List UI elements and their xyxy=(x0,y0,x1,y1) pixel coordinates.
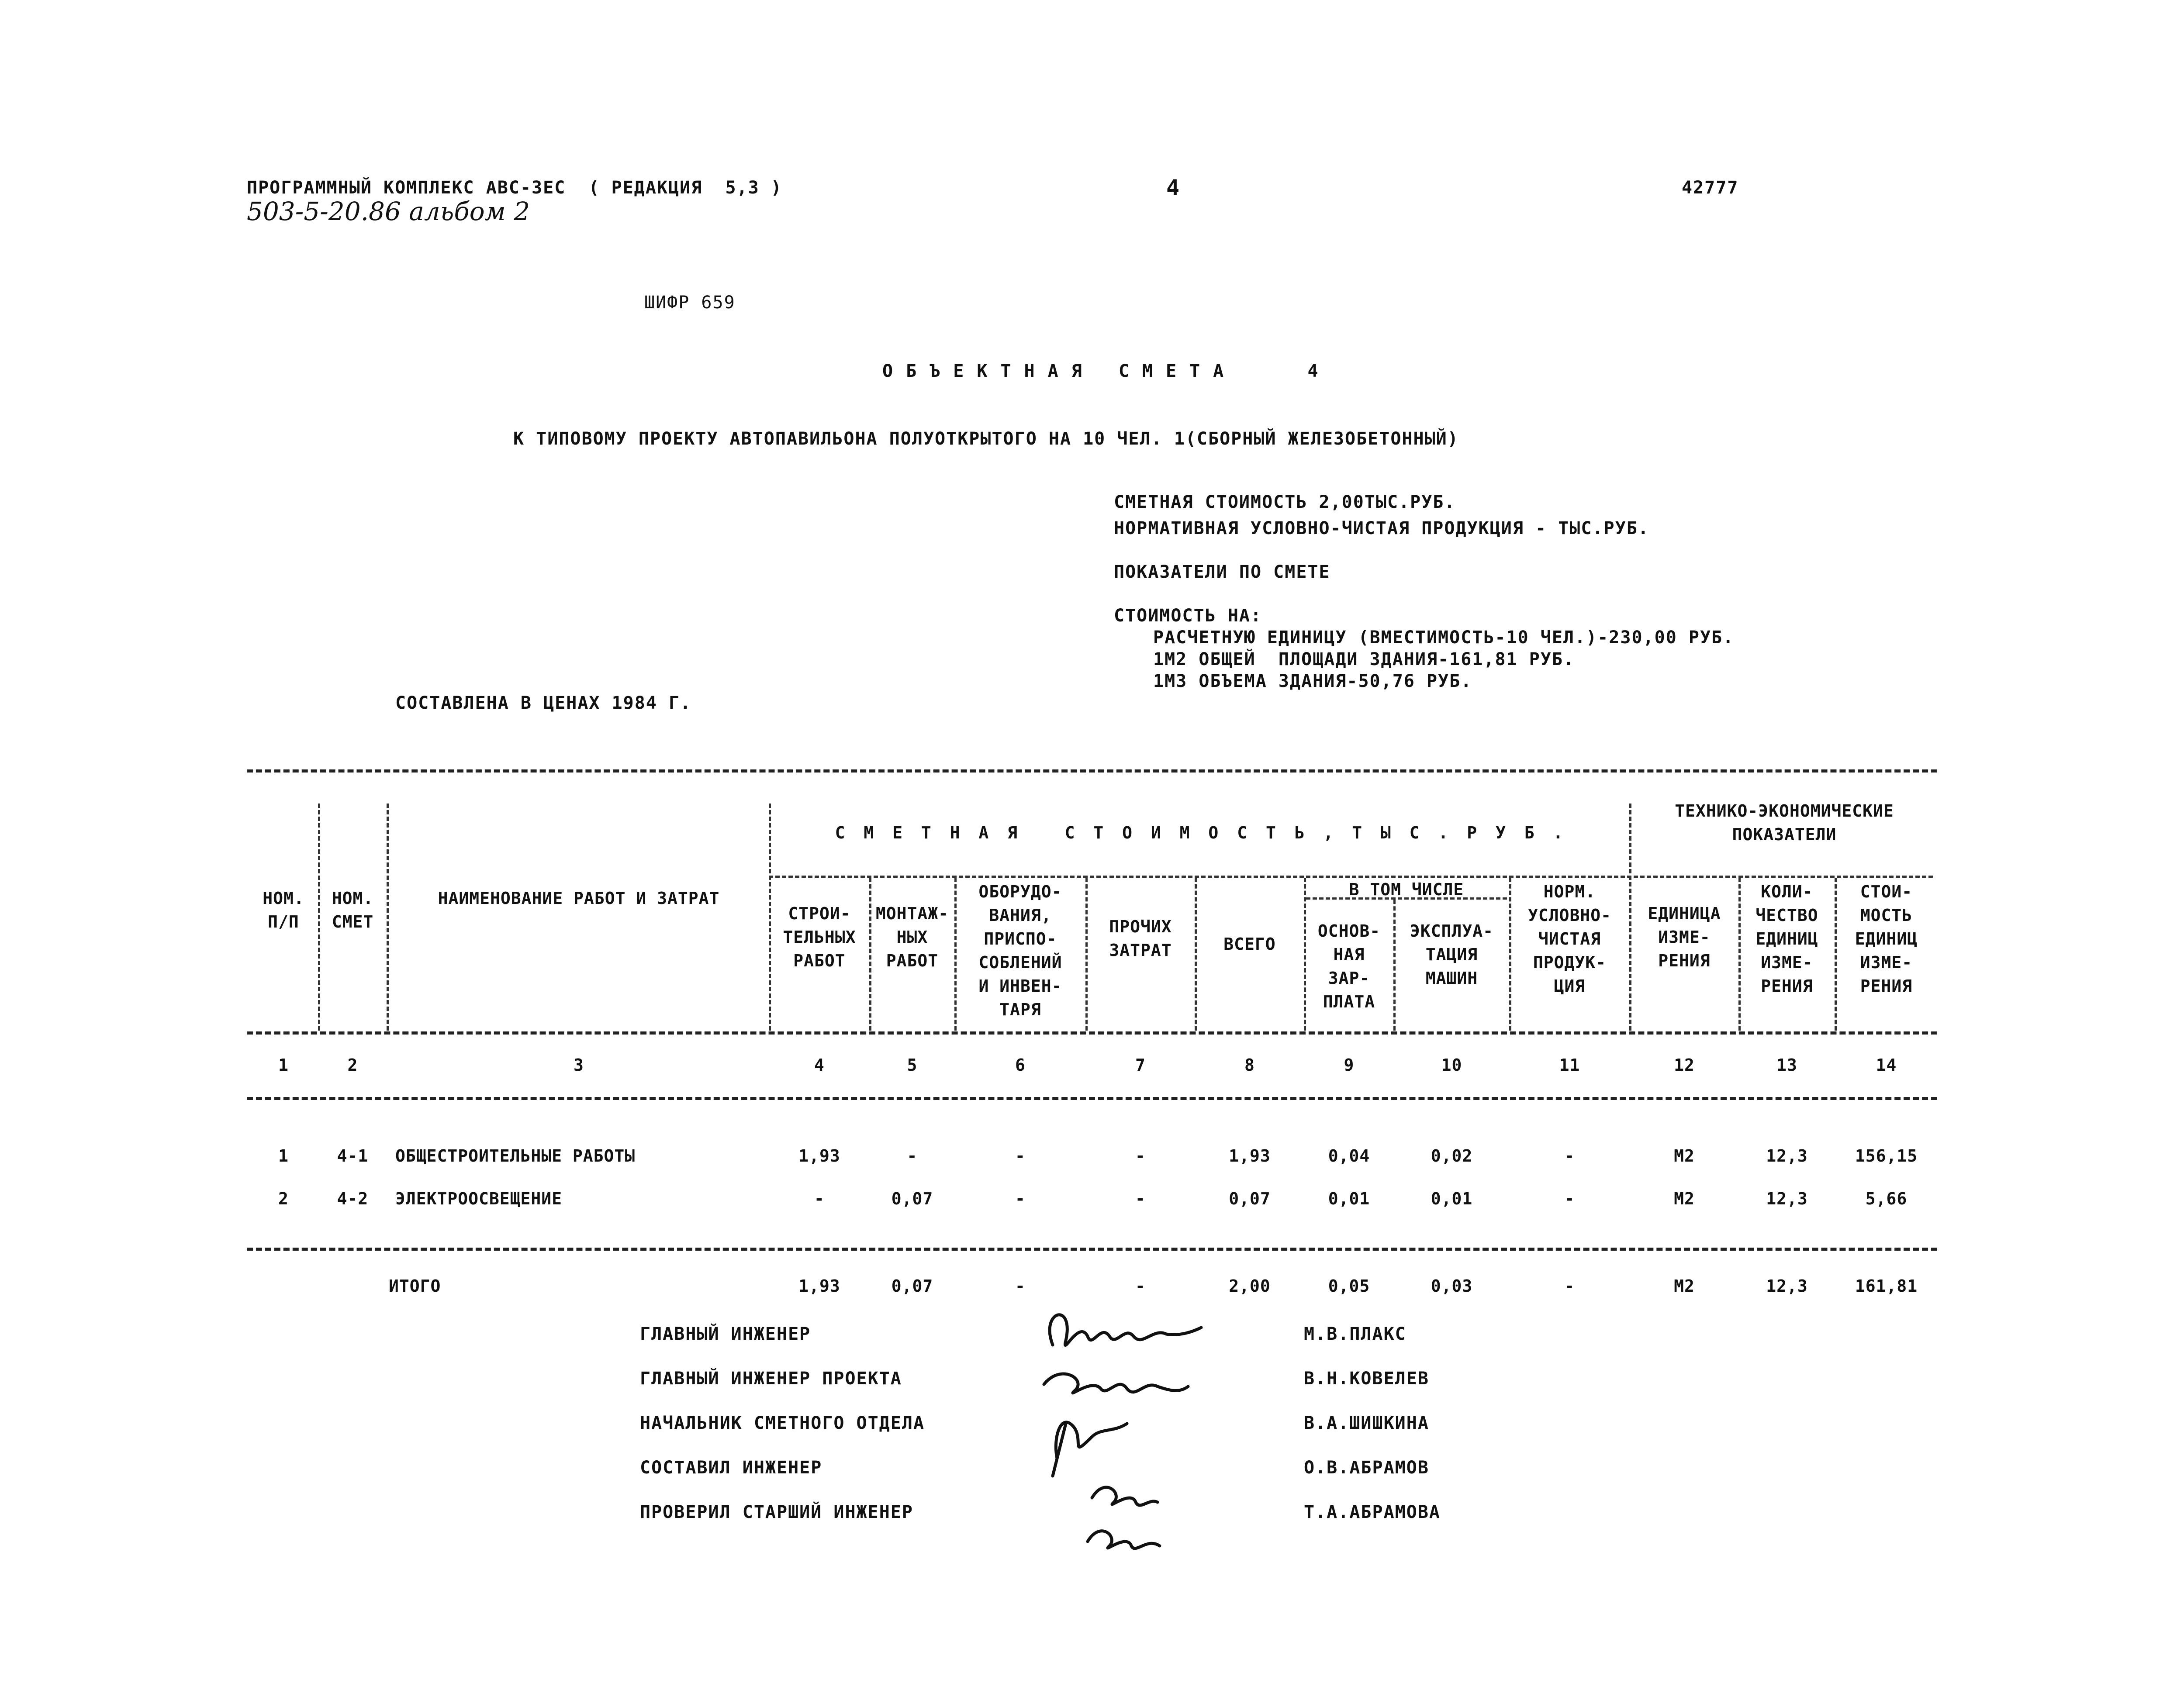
signature-name: М.В.ПЛАКС xyxy=(1304,1324,1406,1344)
cell: 1 xyxy=(278,1146,289,1166)
cell: 1,93 xyxy=(798,1146,840,1166)
col-header: ЕДИНИЦА ИЗМЕ- РЕНИЯ xyxy=(1648,904,1721,970)
cell: - xyxy=(1564,1189,1575,1208)
cell: 1,93 xyxy=(798,1276,840,1296)
cell: 0,04 xyxy=(1328,1146,1370,1166)
group-header-cost: С М Е Т Н А Я С Т О И М О С Т Ь , Т Ы С . Р У Б . xyxy=(835,823,1568,842)
col-number: 10 xyxy=(1441,1055,1462,1075)
col-header: НОРМ. УСЛОВНО- ЧИСТАЯ ПРОДУК- ЦИЯ xyxy=(1527,882,1612,996)
cell: ОБЩЕСТРОИТЕЛЬНЫЕ РАБОТЫ xyxy=(395,1146,636,1166)
cell: 0,03 xyxy=(1431,1276,1473,1296)
col-header: МОНТАЖ- НЫХ РАБОТ xyxy=(875,904,949,970)
document-title: ОБЪЕКТНАЯ СМЕТА 4 xyxy=(882,361,1331,381)
cell: 0,07 xyxy=(891,1276,933,1296)
cell: М2 xyxy=(1674,1189,1695,1208)
col-number: 14 xyxy=(1876,1055,1897,1075)
cost-per-m3: 1М3 ОБЪЕМА ЗДАНИЯ-50,76 РУБ. xyxy=(1153,671,1472,691)
cell: М2 xyxy=(1674,1276,1695,1296)
col-number: 7 xyxy=(1135,1055,1146,1075)
cell: 4-2 xyxy=(337,1189,369,1208)
col-number: 9 xyxy=(1344,1055,1355,1075)
cell: 156,15 xyxy=(1855,1146,1918,1166)
cell: - xyxy=(1015,1276,1026,1296)
signature-scribble-1 xyxy=(1050,1315,1201,1345)
cell: 2 xyxy=(278,1189,289,1208)
table-top-rule xyxy=(247,769,1937,773)
cell: 0,07 xyxy=(891,1189,933,1208)
group-header-tech: ТЕХНИКО-ЭКОНОМИЧЕСКИЕ ПОКАЗАТЕЛИ xyxy=(1675,801,1894,844)
col-header: НОМ. СМЕТ xyxy=(332,889,374,931)
signature-name: В.Н.КОВЕЛЕВ xyxy=(1304,1369,1429,1389)
col-header: ПРОЧИХ ЗАТРАТ xyxy=(1109,917,1172,960)
col-number: 6 xyxy=(1015,1055,1026,1075)
cell: - xyxy=(1135,1276,1146,1296)
cost-per-m2: 1М2 ОБЩЕЙ ПЛОЩАДИ ЗДАНИЯ-161,81 РУБ. xyxy=(1153,649,1575,669)
cell: 2,00 xyxy=(1229,1276,1271,1296)
signature-name: О.В.АБРАМОВ xyxy=(1304,1458,1429,1478)
cell: - xyxy=(1135,1189,1146,1208)
cell: ИТОГО xyxy=(389,1276,441,1296)
signature-name: В.А.ШИШКИНА xyxy=(1304,1413,1429,1433)
col-header: НОМ. П/П xyxy=(263,889,304,931)
col-header: ВСЕГО xyxy=(1223,935,1276,954)
rows-bottom-rule xyxy=(247,1248,1937,1251)
cell: - xyxy=(814,1189,825,1208)
program-header: ПРОГРАММНЫЙ КОМПЛЕКС АВС-3ЕС ( РЕДАКЦИЯ 5,3 ) xyxy=(247,178,782,198)
cell: ЭЛЕКТРООСВЕЩЕНИЕ xyxy=(395,1189,563,1208)
cell: 0,02 xyxy=(1431,1146,1473,1166)
cell: 4-1 xyxy=(337,1146,369,1166)
header-bottom-rule xyxy=(247,1031,1937,1035)
cell: 0,05 xyxy=(1328,1276,1370,1296)
col-number: 13 xyxy=(1776,1055,1797,1075)
signature-name: Т.А.АБРАМОВА xyxy=(1304,1502,1441,1522)
document-number: 42777 xyxy=(1682,178,1739,198)
signature-role: ГЛАВНЫЙ ИНЖЕНЕР xyxy=(640,1324,811,1344)
col-header: КОЛИ- ЧЕСТВО ЕДИНИЦ ИЗМЕ- РЕНИЯ xyxy=(1755,882,1818,996)
col-number: 8 xyxy=(1244,1055,1255,1075)
col-number: 4 xyxy=(814,1055,825,1075)
col-header: СТРОИ- ТЕЛЬНЫХ РАБОТ xyxy=(783,904,856,970)
signature-scribble-5 xyxy=(1088,1531,1160,1548)
signature-scribble-3 xyxy=(1053,1422,1127,1476)
cell: 0,07 xyxy=(1229,1189,1271,1208)
col-number: 1 xyxy=(278,1055,289,1075)
col-header: СТОИ- МОСТЬ ЕДИНИЦ ИЗМЕ- РЕНИЯ xyxy=(1855,882,1918,996)
cipher: ШИФР 659 xyxy=(644,293,736,313)
signature-role: СОСТАВИЛ ИНЖЕНЕР xyxy=(640,1458,822,1478)
cell: - xyxy=(1015,1146,1026,1166)
cell: - xyxy=(907,1146,918,1166)
normative-production: НОРМАТИВНАЯ УСЛОВНО-ЧИСТАЯ ПРОДУКЦИЯ - ТЫС.РУБ. xyxy=(1114,518,1649,538)
cell: 12,3 xyxy=(1766,1276,1808,1296)
col-divider xyxy=(387,804,389,1031)
cell: 12,3 xyxy=(1766,1189,1808,1208)
document-subtitle: К ТИПОВОМУ ПРОЕКТУ АВТОПАВИЛЬОНА ПОЛУОТКРЫТОГО НА 10 ЧЕЛ. 1(СБОРНЫЙ ЖЕЛЕЗОБЕТОННЫЙ) xyxy=(513,429,1459,449)
handwritten-reference: 503-5-20.86 альбом 2 xyxy=(247,197,530,226)
signature-scribble-2 xyxy=(1044,1374,1188,1393)
cell: - xyxy=(1564,1146,1575,1166)
cell: М2 xyxy=(1674,1146,1695,1166)
signature-role: ГЛАВНЫЙ ИНЖЕНЕР ПРОЕКТА xyxy=(640,1369,902,1389)
cell: 5,66 xyxy=(1865,1189,1908,1208)
col-number: 12 xyxy=(1674,1055,1695,1075)
col-header: ОБОРУДО- ВАНИЯ, ПРИСПО- СОБЛЕНИЙ И ИНВЕН- ТАРЯ xyxy=(978,882,1062,1019)
col-header: ОСНОВ- НАЯ ЗАР- ПЛАТА xyxy=(1317,921,1381,1011)
prices-year: СОСТАВЛЕНА В ЦЕНАХ 1984 Г. xyxy=(395,693,692,713)
cell: 0,01 xyxy=(1431,1189,1473,1208)
col-number: 3 xyxy=(574,1055,584,1075)
cell: 161,81 xyxy=(1855,1276,1918,1296)
cell: 0,01 xyxy=(1328,1189,1370,1208)
col-header: ЭКСПЛУА- ТАЦИЯ МАШИН xyxy=(1410,921,1494,988)
cost-per-label: СТОИМОСТЬ НА: xyxy=(1114,606,1262,626)
col-header: НАИМЕНОВАНИЕ РАБОТ И ЗАТРАТ xyxy=(438,889,720,908)
indicators-heading: ПОКАЗАТЕЛИ ПО СМЕТЕ xyxy=(1114,562,1330,582)
page-number: 4 xyxy=(1166,175,1181,200)
cell: 1,93 xyxy=(1229,1146,1271,1166)
handwritten-signatures xyxy=(1026,1293,1219,1563)
cell: - xyxy=(1015,1189,1026,1208)
signature-role: НАЧАЛЬНИК СМЕТНОГО ОТДЕЛА xyxy=(640,1413,925,1433)
cost-per-unit: РАСЧЕТНУЮ ЕДИНИЦУ (ВМЕСТИМОСТЬ-10 ЧЕЛ.)-230,00 РУБ. xyxy=(1153,628,1735,648)
estimated-cost: СМЕТНАЯ СТОИМОСТЬ 2,00ТЫС.РУБ. xyxy=(1114,492,1456,512)
numbers-bottom-rule xyxy=(247,1097,1937,1100)
signature-role: ПРОВЕРИЛ СТАРШИЙ ИНЖЕНЕР xyxy=(640,1502,913,1522)
col-number: 2 xyxy=(347,1055,358,1075)
subgroup-header-in-total: В ТОМ ЧИСЛЕ xyxy=(1349,880,1464,899)
cell: - xyxy=(1564,1276,1575,1296)
cell: 12,3 xyxy=(1766,1146,1808,1166)
signature-scribble-4 xyxy=(1092,1487,1158,1505)
col-number: 5 xyxy=(907,1055,918,1075)
cell: - xyxy=(1135,1146,1146,1166)
col-number: 11 xyxy=(1559,1055,1580,1075)
